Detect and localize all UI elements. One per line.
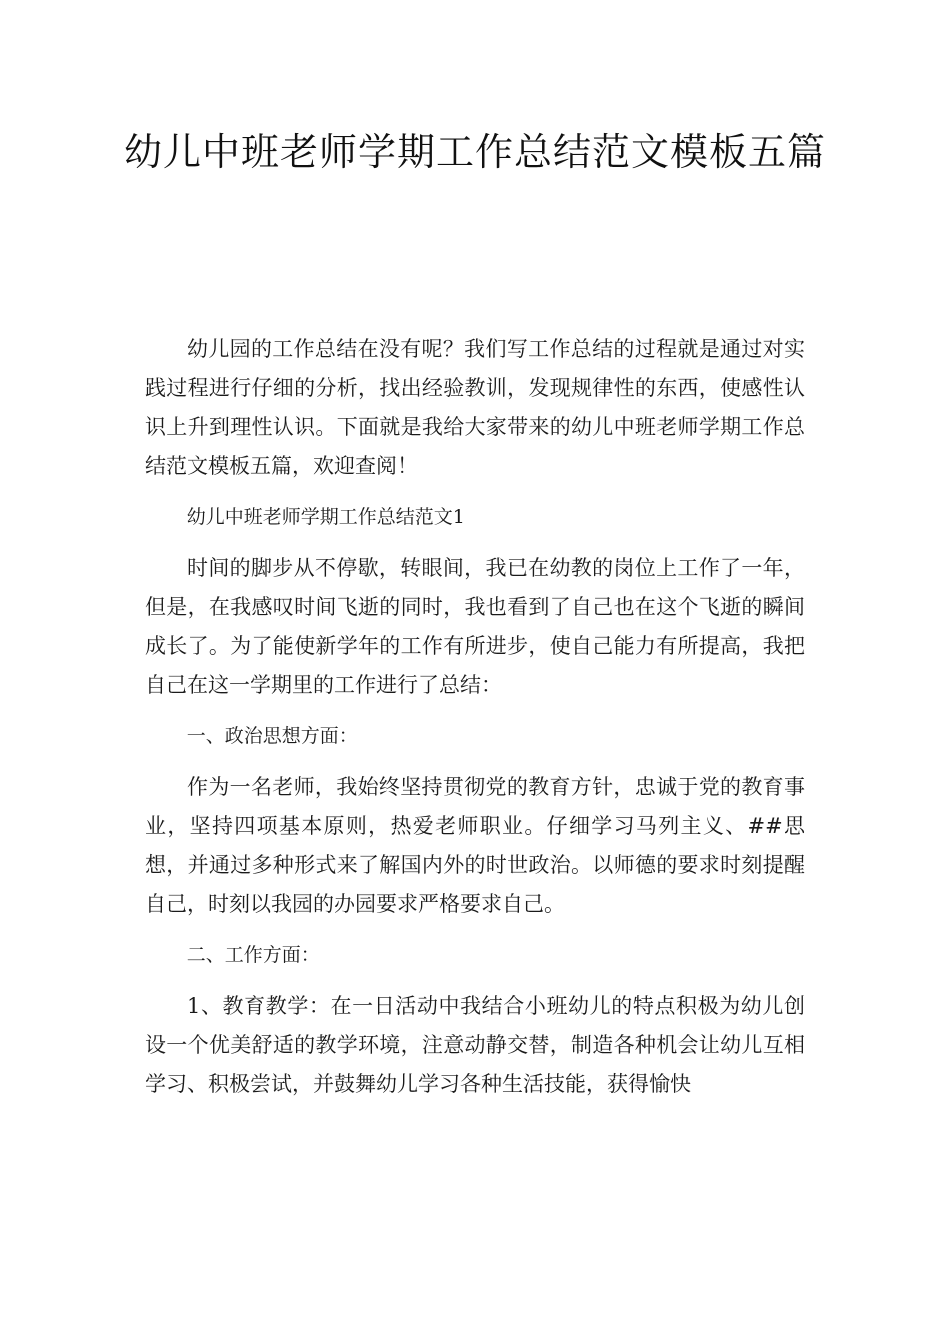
article-1-opening-paragraph: 时间的脚步从不停歇，转眼间，我已在幼教的岗位上工作了一年，但是，在我感叹时间飞逝的同时，我也看到了自己也在这个飞逝的瞬间成长了。为了能使新学年的工作有所进步，使自己能力有所提高，我把自己在这一学期里的工作进行了总结： <box>145 556 805 697</box>
section-title-article-1: 幼儿中班老师学期工作总结范文1 <box>186 506 465 528</box>
intro-paragraph: 幼儿园的工作总结在没有呢？我们写工作总结的过程就是通过对实践过程进行仔细的分析，找出经验教训，发现规律性的东西，使感性认识上升到理性认识。下面就是我给大家带来的幼儿中班老师学期工作总结范文模板五篇，欢迎查阅！ <box>145 337 805 478</box>
political-thought-paragraph: 作为一名老师，我始终坚持贯彻党的教育方针，忠诚于党的教育事业，坚持四项基本原则，热爱老师职业。仔细学习马列主义、##思想，并通过多种形式来了解国内外的时世政治。以师德的要求时刻提醒自己，时刻以我园的办园要求严格要求自己。 <box>145 775 805 916</box>
section-heading-political-thought: 一、政治思想方面： <box>186 725 358 747</box>
section-heading-work: 二、工作方面： <box>186 944 320 966</box>
document-body <box>145 330 805 1116</box>
document-title: 幼儿中班老师学期工作总结范文模板五篇 <box>123 130 826 174</box>
teaching-paragraph: 1、教育教学：在一日活动中我结合小班幼儿的特点积极为幼儿创设一个优美舒适的教学环境，注意动静交替，制造各种机会让幼儿互相学习、积极尝试，并鼓舞幼儿学习各种生活技能，获得愉快 <box>145 994 805 1096</box>
